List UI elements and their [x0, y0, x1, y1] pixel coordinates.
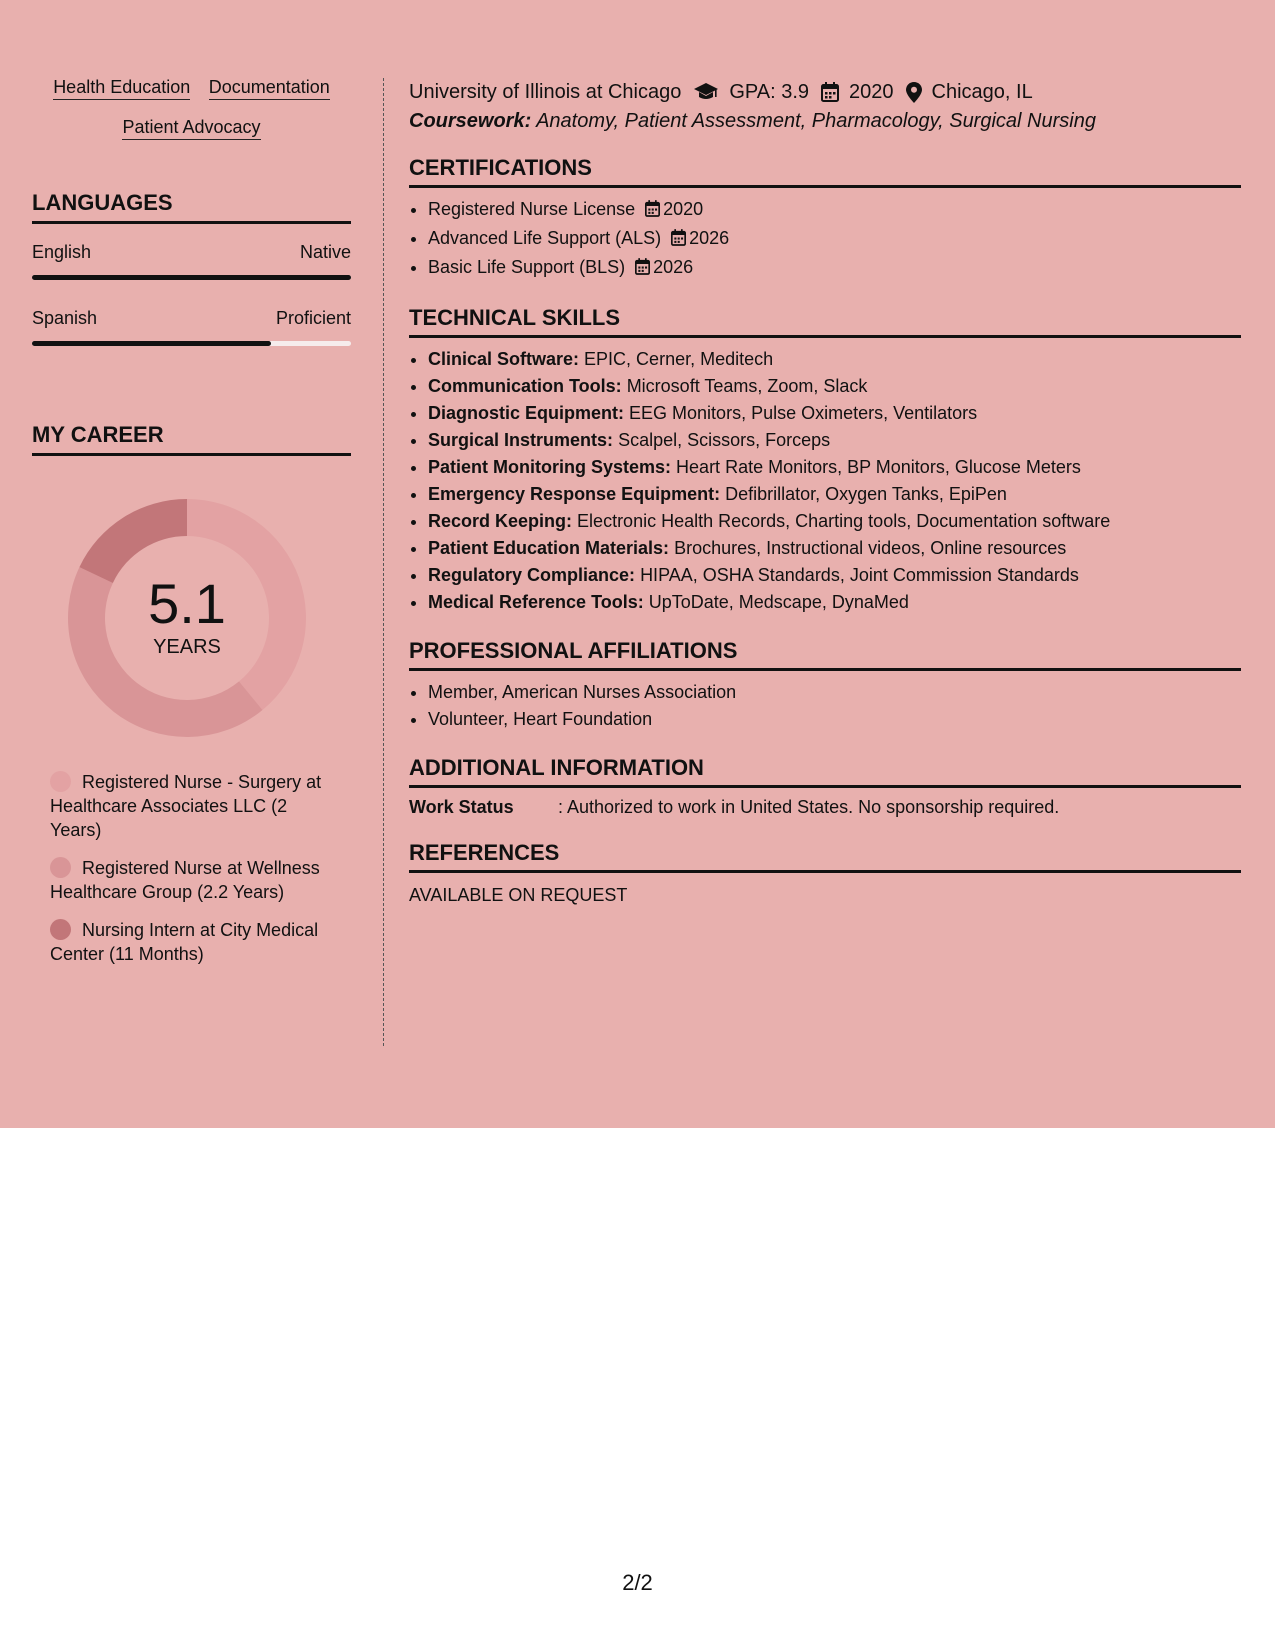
skill-value: Microsoft Teams, Zoom, Slack [626, 376, 868, 396]
location-pin-icon [906, 82, 922, 103]
skill-label: Clinical Software: [428, 349, 580, 369]
coursework-label: Coursework: [409, 110, 532, 132]
technical-skills-list [409, 346, 1241, 616]
certifications-heading: CERTIFICATIONS [409, 155, 1241, 188]
skill-item [428, 454, 1241, 481]
skill-value: Brochures, Instructional videos, Online resources [674, 538, 1067, 558]
school-location: Chicago, IL [931, 80, 1033, 103]
skill-item [428, 346, 1241, 373]
affiliations-heading: PROFESSIONAL AFFILIATIONS [409, 638, 1241, 671]
career-legend-label: Registered Nurse at Wellness Healthcare Group (2.2 Years) [50, 858, 320, 902]
skill-item [428, 481, 1241, 508]
skill-label: Surgical Instruments: [428, 430, 614, 450]
gpa-text: GPA: 3.9 [729, 80, 810, 103]
certification-item [428, 254, 1241, 283]
skill-item [428, 562, 1241, 589]
certification-item [428, 225, 1241, 254]
certifications-list [409, 196, 1241, 283]
skill-value: HIPAA, OSHA Standards, Joint Commission Standards [640, 565, 1079, 585]
calendar-icon [635, 256, 650, 283]
legend-dot [50, 919, 71, 940]
language-bar [32, 341, 351, 346]
graduation-year: 2020 [849, 80, 894, 103]
career-legend-label: Nursing Intern at City Medical Center (11 Months) [50, 920, 319, 964]
affiliation-item: • Member, American Nurses Association [428, 679, 1241, 706]
work-status-row [409, 797, 1241, 818]
certification-item [428, 196, 1241, 225]
skill-value: Scalpel, Scissors, Forceps [618, 430, 831, 450]
language-bar-fill [32, 275, 351, 280]
languages-heading: LANGUAGES [32, 190, 351, 224]
skill-value: Defibrillator, Oxygen Tanks, EpiPen [725, 484, 1007, 504]
skill-value: EPIC, Cerner, Meditech [584, 349, 774, 369]
skill-label: Patient Education Materials: [428, 538, 670, 558]
skill-value: EEG Monitors, Pulse Oximeters, Ventilators [629, 403, 978, 423]
skill-label: Diagnostic Equipment: [428, 403, 625, 423]
coursework-line [409, 110, 1241, 133]
certification-name: Advanced Life Support (ALS) [428, 228, 662, 248]
skill-value: UpToDate, Medscape, DynaMed [648, 592, 909, 612]
column-divider [383, 78, 384, 1046]
skill-tag: Patient Advocacy [122, 118, 260, 140]
languages-section [32, 190, 351, 346]
skill-item [428, 427, 1241, 454]
certification-year: 2026 [653, 257, 694, 277]
affiliations-list [409, 679, 1241, 733]
skill-label: Communication Tools: [428, 376, 622, 396]
career-legend-label: Registered Nurse - Surgery at Healthcare Associates LLC (2 Years) [50, 772, 322, 840]
language-bar-fill [32, 341, 271, 346]
skill-item [428, 373, 1241, 400]
career-legend-item [50, 770, 330, 842]
coursework-text: Anatomy, Patient Assessment, Pharmacology, Surgical Nursing [536, 110, 1096, 132]
graduation-cap-icon [693, 82, 719, 102]
language-level: Native [299, 242, 351, 262]
skill-item [428, 535, 1241, 562]
certification-name: Registered Nurse License [428, 199, 636, 219]
skill-tags [32, 78, 351, 158]
career-total-value: 5.1 [148, 572, 226, 635]
skill-label: Emergency Response Equipment: [428, 484, 721, 504]
left-column [32, 78, 351, 980]
calendar-icon [645, 198, 660, 225]
language-bar [32, 275, 351, 280]
skill-item [428, 508, 1241, 535]
calendar-icon [821, 82, 839, 102]
calendar-icon [671, 227, 686, 254]
language-name: English [32, 242, 92, 262]
language-name: Spanish [32, 308, 98, 328]
affiliation-item: • Volunteer, Heart Foundation [428, 706, 1241, 733]
skill-label: Medical Reference Tools: [428, 592, 644, 612]
certification-year: 2026 [689, 228, 730, 248]
skill-label: Patient Monitoring Systems: [428, 457, 672, 477]
right-column [409, 78, 1241, 906]
work-status-label: Work Status [409, 797, 514, 817]
language-item [32, 242, 351, 280]
references-text: AVAILABLE ON REQUEST [409, 885, 628, 905]
language-level: Proficient [275, 308, 351, 328]
language-item [32, 308, 351, 346]
technical-skills-heading: TECHNICAL SKILLS [409, 305, 1241, 338]
additional-info-heading: ADDITIONAL INFORMATION [409, 755, 1241, 788]
skill-label: Record Keeping: [428, 511, 573, 531]
certification-year: 2020 [663, 199, 704, 219]
career-legend-item [50, 918, 330, 966]
skill-item [428, 589, 1241, 616]
page-number: 2/2 [622, 1570, 653, 1595]
career-section [32, 422, 351, 966]
skill-tag: Health Education [53, 78, 190, 100]
education-line [409, 78, 1241, 106]
career-donut-chart [67, 498, 307, 738]
skill-label: Regulatory Compliance: [428, 565, 636, 585]
skill-tag: Documentation [209, 78, 330, 100]
work-status-value: : Authorized to work in United States. No sponsorship required. [558, 797, 1060, 817]
legend-dot [50, 857, 71, 878]
career-legend-item [50, 856, 330, 904]
career-total-unit: YEARS [153, 636, 221, 658]
career-legend [50, 770, 330, 966]
skill-value: Heart Rate Monitors, BP Monitors, Glucose Meters [676, 457, 1081, 477]
career-heading: MY CAREER [32, 422, 351, 456]
skill-item [428, 400, 1241, 427]
references-heading: REFERENCES [409, 840, 1241, 873]
certification-name: Basic Life Support (BLS) [428, 257, 626, 277]
school-name: University of Illinois at Chicago [409, 80, 682, 103]
legend-dot [50, 771, 71, 792]
skill-value: Electronic Health Records, Charting tools, Documentation software [577, 511, 1111, 531]
